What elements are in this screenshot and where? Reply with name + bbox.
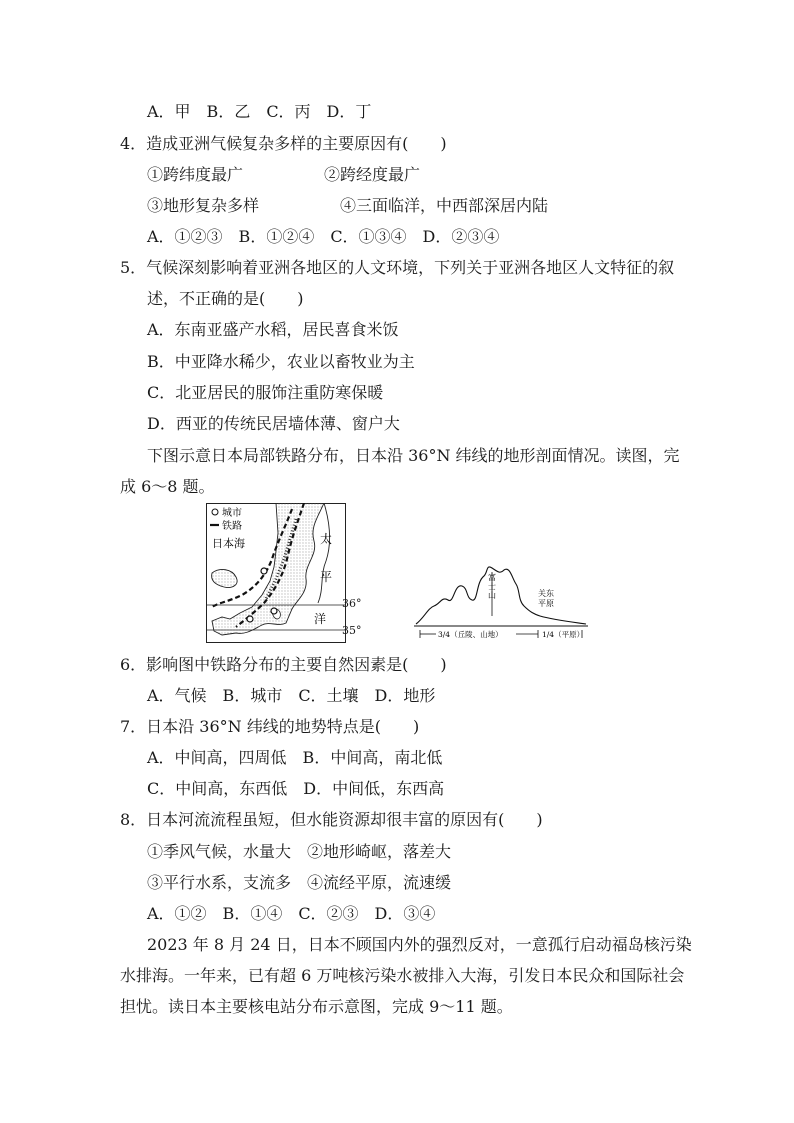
- q4-item-1: ①跨纬度最广: [147, 165, 244, 184]
- q4-item-2: ②跨经度最广: [324, 165, 421, 184]
- q4-options: A．①②③ B．①②④ C．①③④ D．②③④: [147, 227, 500, 246]
- intro-6-8-line-2: 成 6～8 题。: [120, 477, 215, 496]
- intro-9-11-line-3: 担忧。读日本主要核电站分布示意图，完成 9～11 题。: [120, 997, 513, 1016]
- ocean-label-char-3: 洋: [314, 612, 327, 626]
- plain-label-line-2: 平原: [538, 599, 554, 608]
- q5-stem-line-1: 5．气候深刻影响着亚洲各地区的人文环境，下列关于亚洲各地区人文特征的叙: [120, 258, 675, 277]
- q6-options: A．气候 B．城市 C．土壤 D．地形: [147, 686, 436, 705]
- q8-items-row-1: ①季风气候，水量大 ②地形崎岖，落差大: [147, 842, 452, 861]
- city-marker: [247, 616, 253, 622]
- ocean-label-char-1: 太: [320, 532, 333, 546]
- city-marker: [261, 568, 267, 574]
- q7-stem: 7．日本沿 36°N 纬线的地势特点是( ): [120, 717, 420, 736]
- q8-options: A．①② B．①④ C．②③ D．③④: [147, 904, 436, 923]
- ocean-label-char-2: 平: [320, 570, 333, 584]
- q4-item-4: ④三面临洋，中西部深居内陆: [340, 196, 549, 215]
- legend-city-icon: [212, 509, 218, 515]
- japan-railway-map: [206, 503, 346, 643]
- terrain-profile: [414, 560, 590, 644]
- q4-stem: 4．造成亚洲气候复杂多样的主要原因有( ): [120, 134, 447, 153]
- lat-35-label: 35°: [342, 624, 362, 637]
- q6-stem: 6．影响图中铁路分布的主要自然因素是( ): [120, 655, 447, 674]
- sea-label: 日本海: [212, 537, 245, 550]
- q8-items-row-2: ③平行水系，支流多 ④流经平原，流速缓: [147, 873, 452, 892]
- q3-options: A．甲 B．乙 C．丙 D．丁: [147, 102, 372, 121]
- intro-6-8-line-1: 下图示意日本局部铁路分布，日本沿 36°N 纬线的地形剖面情况。读图，完: [147, 446, 680, 465]
- legend-city-label: 城市: [222, 508, 242, 519]
- peak-label-char-1: 富: [488, 573, 496, 582]
- peak-label-char-2: 士: [488, 582, 496, 591]
- q5-option-c: C．北亚居民的服饰注重防寒保暖: [147, 383, 384, 402]
- intro-9-11-line-1: 2023 年 8 月 24 日，日本不顾国内外的强烈反对，一意孤行启动福岛核污染: [147, 935, 692, 954]
- q5-option-b: B．中亚降水稀少，农业以畜牧业为主: [147, 352, 415, 371]
- q7-options-row-1: A．中间高，四周低 B．中间高，南北低: [147, 748, 443, 767]
- city-marker: [271, 608, 277, 614]
- q4-item-3: ③地形复杂多样: [147, 196, 260, 215]
- q7-options-row-2: C．中间高，东西低 D．中间低，东西高: [147, 779, 445, 798]
- lat-36-label: 36°: [342, 597, 362, 610]
- q5-option-d: D．西亚的传统民居墙体薄、窗户大: [147, 414, 400, 433]
- peak-label-char-3: 山: [488, 591, 496, 600]
- plain-label-line-1: 关东: [538, 589, 554, 598]
- intro-9-11-line-2: 水排海。一年来，已有超 6 万吨核污染水被排入大海，引发日本民众和国际社会: [120, 966, 685, 985]
- scale-left-label: 3/4（丘陵、山地）: [438, 630, 503, 639]
- q5-stem-line-2: 述，不正确的是( ): [147, 289, 304, 308]
- legend-rail-label: 铁路: [222, 521, 242, 532]
- q8-stem: 8．日本河流流程虽短，但水能资源却很丰富的原因有( ): [120, 810, 543, 829]
- q5-option-a: A．东南亚盛产水稻，居民喜食米饭: [147, 320, 399, 339]
- scale-right-label: 1/4（平原）: [542, 630, 585, 639]
- profile-curve: [416, 567, 586, 624]
